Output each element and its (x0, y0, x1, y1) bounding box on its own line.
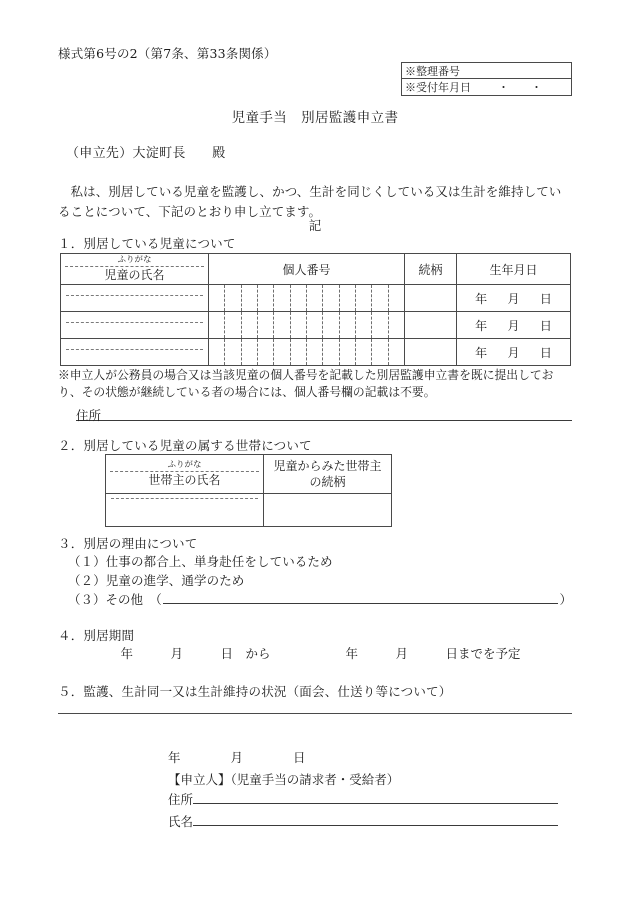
household-table (105, 454, 392, 527)
admin-receipt-date-label: ※受付年月日 (405, 81, 471, 94)
digit-cell[interactable] (323, 285, 339, 311)
section2-heading: ２．別居している児童の属する世帯について (58, 438, 312, 453)
section1-heading: １．別居している児童について (58, 236, 236, 251)
date-dot-2: ・ (531, 80, 542, 94)
header-child-name (61, 254, 209, 285)
householder-name-input[interactable] (106, 494, 264, 527)
digit-cell[interactable] (225, 312, 241, 338)
digit-cell[interactable] (274, 339, 290, 365)
header-householder-relationship (264, 455, 392, 494)
applicant-name-label: 氏名 (168, 814, 194, 829)
dob-year-unit: 年 (475, 291, 488, 306)
child-number-input-2[interactable] (209, 312, 405, 339)
header-relationship: 続柄 (405, 254, 457, 285)
header-householder-label: 世帯主の氏名 (148, 473, 221, 487)
child-number-input-1[interactable] (209, 285, 405, 312)
digit-cell[interactable] (323, 339, 339, 365)
header-furigana: ふりがな (65, 255, 204, 267)
document-title: 児童手当 別居監護申立書 (231, 110, 399, 126)
householder-relationship-text (264, 455, 391, 493)
dob-year-unit: 年 (475, 345, 488, 360)
header-birthdate: 生年月日 (457, 254, 571, 285)
dob-month-unit: 月 (507, 291, 520, 306)
reason-option-1[interactable]: （１）仕事の都合上、単身赴任をしているため (68, 554, 333, 569)
admin-row-receipt-date[interactable] (402, 79, 571, 95)
digit-cell[interactable] (209, 285, 225, 311)
applicant-name-rule[interactable] (193, 825, 558, 826)
child-relationship-input-1[interactable] (405, 285, 457, 312)
digit-cell[interactable] (291, 312, 307, 338)
digit-cell[interactable] (242, 312, 258, 338)
child-number-input-3[interactable] (209, 339, 405, 366)
birthdate-units (457, 339, 570, 365)
furigana-divider (111, 498, 258, 499)
digit-cell[interactable] (274, 312, 290, 338)
digit-cell[interactable] (323, 312, 339, 338)
number-grid (209, 312, 404, 338)
digit-cell[interactable] (356, 285, 372, 311)
applicant-role-label: 【申立人】（児童手当の請求者・受給者） (168, 772, 400, 787)
separation-period-line[interactable]: 年 月 日 から 年 月 日までを予定 (58, 646, 521, 661)
admin-receipt-date-separators (471, 82, 568, 93)
furigana-divider (66, 295, 203, 296)
digit-cell[interactable] (340, 285, 356, 311)
addressee-line: （申立先）大淀町長 殿 (66, 146, 226, 161)
dob-month-unit: 月 (507, 345, 520, 360)
dob-day-unit: 日 (539, 291, 552, 306)
table-row[interactable] (61, 312, 571, 339)
digit-cell[interactable] (291, 339, 307, 365)
digit-cell[interactable] (340, 312, 356, 338)
applicant-address-label: 住所 (168, 792, 194, 807)
digit-cell[interactable] (258, 312, 274, 338)
dob-day-unit: 日 (539, 318, 552, 333)
householder-relationship-input[interactable] (264, 494, 392, 527)
header-householder-name (106, 455, 264, 494)
section5-heading: ５．監護、生計同一又は生計維持の状況（面会、仕送り等について） (58, 684, 452, 699)
reason-option-3-suffix: ） (559, 592, 572, 607)
applicant-address-field[interactable] (168, 790, 558, 808)
header-furigana: ふりがな (110, 460, 259, 472)
child-address-field[interactable] (58, 406, 572, 421)
section4-heading: ４．別居期間 (58, 628, 135, 643)
child-name-input-1[interactable] (61, 285, 209, 312)
table-row[interactable] (61, 339, 571, 366)
individual-number-note: ※申立人が公務員の場合又は当該児童の個人番号を記載した別居監護申立書を既に提出しており、その状態が継続している者の場合には、個人番号欄の記載は不要。 (58, 368, 554, 399)
digit-cell[interactable] (274, 285, 290, 311)
digit-cell[interactable] (242, 285, 258, 311)
digit-cell[interactable] (389, 339, 404, 365)
child-address-label: 住所 (76, 408, 102, 423)
birthdate-units (457, 285, 570, 311)
child-relationship-input-2[interactable] (405, 312, 457, 339)
child-birthdate-input-3[interactable] (457, 339, 571, 366)
number-grid (209, 285, 404, 311)
digit-cell[interactable] (242, 339, 258, 365)
dob-month-unit: 月 (507, 318, 520, 333)
digit-cell[interactable] (225, 339, 241, 365)
digit-cell[interactable] (340, 339, 356, 365)
digit-cell[interactable] (389, 285, 404, 311)
dob-year-unit: 年 (475, 318, 488, 333)
admin-reference-box (401, 62, 572, 96)
child-name-input-3[interactable] (61, 339, 209, 366)
furigana-divider (66, 322, 203, 323)
digit-cell[interactable] (307, 339, 323, 365)
digit-cell[interactable] (372, 285, 388, 311)
relationship-line1: 児童からみた世帯主 (273, 459, 382, 473)
digit-cell[interactable] (372, 312, 388, 338)
children-table (60, 253, 571, 366)
digit-cell[interactable] (356, 339, 372, 365)
digit-cell[interactable] (307, 312, 323, 338)
digit-cell[interactable] (209, 312, 225, 338)
number-grid (209, 339, 404, 365)
child-address-rule[interactable] (76, 420, 572, 421)
admin-reference-number-label: ※整理番号 (405, 64, 460, 78)
reason-option-3-prefix: （３）その他 （ (68, 592, 162, 607)
digit-cell[interactable] (372, 339, 388, 365)
applicant-name-field[interactable] (168, 812, 558, 830)
digit-cell[interactable] (356, 312, 372, 338)
digit-cell[interactable] (307, 285, 323, 311)
reason-option-2[interactable]: （２）児童の進学、通学のため (68, 573, 245, 588)
digit-cell[interactable] (225, 285, 241, 311)
admin-row-reference-number[interactable] (402, 63, 571, 79)
form-code: 様式第6号の2（第7条、第33条関係） (58, 46, 277, 61)
digit-cell[interactable] (258, 285, 274, 311)
digit-cell[interactable] (389, 312, 404, 338)
furigana-divider (66, 349, 203, 350)
household-header-row (106, 455, 392, 494)
dob-day-unit: 日 (539, 345, 552, 360)
reason-option-3-input[interactable] (163, 603, 559, 604)
header-name-label: 児童の氏名 (104, 268, 165, 282)
child-birthdate-input-2[interactable] (457, 312, 571, 339)
section5-answer-rule[interactable] (58, 713, 572, 714)
digit-cell[interactable] (209, 339, 225, 365)
ki-marker: 記 (308, 218, 322, 233)
digit-cell[interactable] (258, 339, 274, 365)
household-input-row[interactable] (106, 494, 392, 527)
header-individual-number: 個人番号 (209, 254, 405, 285)
digit-cell[interactable] (291, 285, 307, 311)
child-birthdate-input-1[interactable] (457, 285, 571, 312)
signature-date-line[interactable]: 年 月 日 (168, 750, 306, 765)
applicant-address-rule[interactable] (193, 803, 558, 804)
reason-option-3[interactable] (68, 590, 572, 608)
child-relationship-input-3[interactable] (405, 339, 457, 366)
birthdate-units (457, 312, 570, 338)
table-header-row (61, 254, 571, 285)
date-dot-1: ・ (498, 80, 509, 94)
child-name-input-2[interactable] (61, 312, 209, 339)
relationship-line2: の続柄 (309, 475, 346, 489)
section3-heading: ３．別居の理由について (58, 536, 198, 551)
declaration-paragraph: 私は、別居している児童を監護し、かつ、生計を同じくしている又は生計を維持していることについて、下記のとおり申し立てます。 (58, 184, 562, 219)
table-row[interactable] (61, 285, 571, 312)
